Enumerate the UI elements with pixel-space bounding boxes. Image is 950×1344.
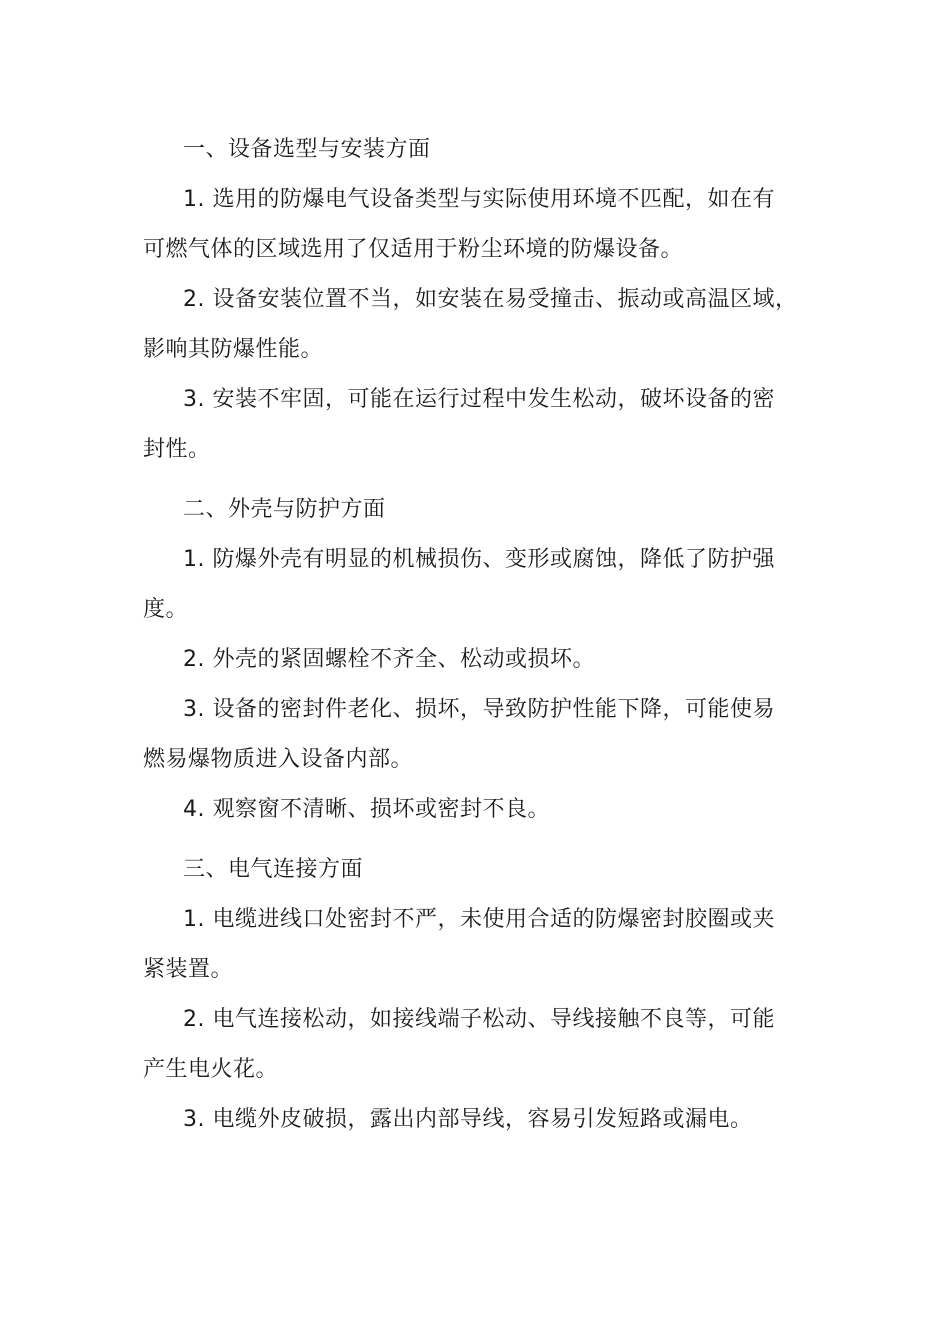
list-item: 1. 防爆外壳有明显的机械损伤、变形或腐蚀，降低了防护强 — [183, 547, 775, 572]
list-item: 1. 选用的防爆电气设备类型与实际使用环境不匹配，如在有 — [183, 187, 775, 212]
list-item: 2. 外壳的紧固螺栓不齐全、松动或损坏。 — [183, 647, 595, 672]
list-item-continuation: 封性。 — [143, 437, 211, 462]
list-item-continuation: 影响其防爆性能。 — [143, 337, 324, 362]
list-item: 2. 设备安装位置不当，如安装在易受撞击、振动或高温区域， — [183, 287, 798, 312]
section-heading: 三、电气连接方面 — [183, 857, 364, 882]
list-item: 4. 观察窗不清晰、损坏或密封不良。 — [183, 797, 550, 822]
section-heading: 二、外壳与防护方面 — [183, 497, 386, 522]
list-item-continuation: 度。 — [143, 597, 189, 622]
list-item: 3. 设备的密封件老化、损坏，导致防护性能下降，可能使易 — [183, 697, 775, 722]
list-item-continuation: 可燃气体的区域选用了仅适用于粉尘环境的防爆设备。 — [143, 237, 684, 262]
list-item-continuation: 产生电火花。 — [143, 1057, 279, 1082]
list-item: 3. 电缆外皮破损，露出内部导线，容易引发短路或漏电。 — [183, 1107, 753, 1132]
list-item: 2. 电气连接松动，如接线端子松动、导线接触不良等，可能 — [183, 1007, 775, 1032]
list-item-continuation: 紧装置。 — [143, 957, 234, 982]
list-item: 3. 安装不牢固，可能在运行过程中发生松动，破坏设备的密 — [183, 387, 775, 412]
list-item: 1. 电缆进线口处密封不严，未使用合适的防爆密封胶圈或夹 — [183, 907, 775, 932]
list-item-continuation: 燃易爆物质进入设备内部。 — [143, 747, 414, 772]
section-heading: 一、设备选型与安装方面 — [183, 137, 431, 162]
